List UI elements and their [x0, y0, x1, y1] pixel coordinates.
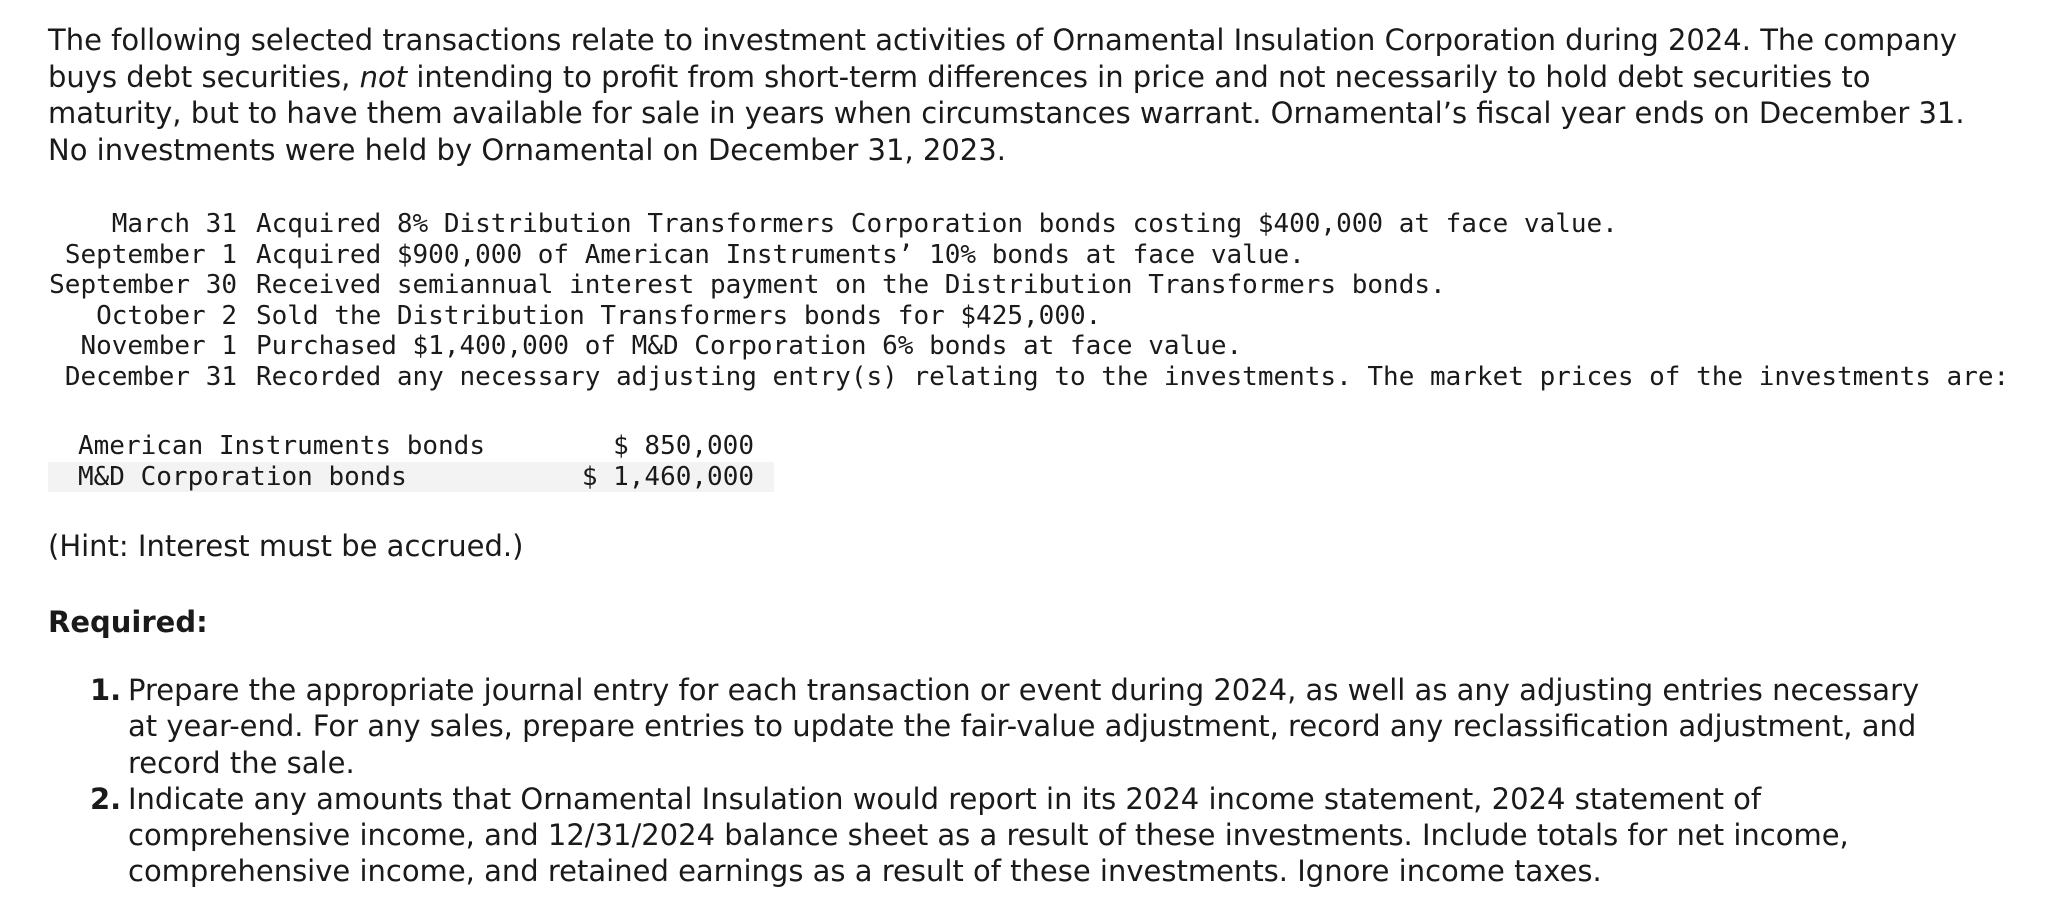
requirement-item: [48, 672, 1928, 781]
transaction-date: October 2: [96, 300, 237, 331]
transaction-date: September 1: [64, 239, 237, 270]
market-prices-table: [48, 431, 774, 492]
transaction-row: [48, 331, 2009, 362]
transaction-row: [48, 301, 2009, 332]
required-heading: Required:: [48, 605, 208, 639]
problem-content: [48, 22, 2028, 890]
investment-market-price: $ 1,460,000: [498, 462, 774, 493]
requirement-number: 1.: [90, 673, 122, 707]
transaction-date: March 31: [111, 209, 237, 239]
transaction-row: [48, 362, 2009, 393]
investment-name: M&D Corporation bonds: [48, 462, 498, 493]
transactions-table: [48, 209, 2009, 392]
transaction-date: December 31: [64, 361, 237, 392]
requirement-item: [48, 781, 1928, 890]
transaction-row: [48, 209, 2009, 240]
transaction-row: [48, 240, 2009, 271]
transaction-description: Recorded any necessary adjusting entry(s) relating to the investments. The market prices of the investments are:: [256, 361, 2010, 392]
market-price-row: [48, 431, 774, 462]
requirement-number: 2.: [90, 781, 122, 816]
transaction-description: Sold the Distribution Transformers bonds for $425,000.: [256, 300, 1102, 331]
requirements-list: [48, 672, 1928, 890]
transaction-description: Acquired 8% Distribution Transformers Corporation bonds costing $400,000 at face value.: [256, 209, 1618, 239]
intro-text-part2: intending to profit from short-term differences in price and not necessarily to hold debt securities to maturity, but to have them available for sale in years when circumstances warrant. Ornamental’s fiscal year ends on December 31. No investments were held by Ornamental on December 31, 2023.: [48, 59, 1965, 167]
hint-text: (Hint: Interest must be accrued.): [48, 529, 524, 563]
transaction-date: November 1: [80, 331, 237, 361]
intro-paragraph: [48, 22, 1978, 168]
transaction-date: September 30: [49, 270, 237, 300]
transaction-row: [48, 270, 2009, 301]
transaction-description: Acquired $900,000 of American Instruments’ 10% bonds at face value.: [256, 239, 1305, 270]
market-price-row: [48, 462, 774, 493]
requirement-text: Prepare the appropriate journal entry for each transaction or event during 2024, as well as any adjusting entries necessary at year-end. For any sales, prepare entries to update the fair-value adjustment, record any reclassification adjustment, and record the sale.: [128, 673, 1920, 780]
investment-market-price: $ 850,000: [613, 431, 754, 461]
intro-emphasis: not: [359, 59, 408, 94]
intro-text-part1: The following selected transactions relate to investment activities of Ornamental Insulation Corporation during 2024. The company buys debt securities,: [48, 23, 1958, 94]
transaction-description: Received semiannual interest payment on the Distribution Transformers bonds.: [256, 270, 1446, 300]
investment-name: American Instruments bonds: [78, 431, 485, 461]
transaction-description: Purchased $1,400,000 of M&D Corporation 6% bonds at face value.: [256, 331, 1243, 361]
requirement-text: Indicate any amounts that Ornamental Insulation would report in its 2024 income statement, 2024 statement of comprehensive income, and 12/31/2024 balance sheet as a result of these investments. Include totals for net income, comprehensive income, and retained earnings as a result of these investments. Ignore income taxes.: [128, 781, 1849, 889]
